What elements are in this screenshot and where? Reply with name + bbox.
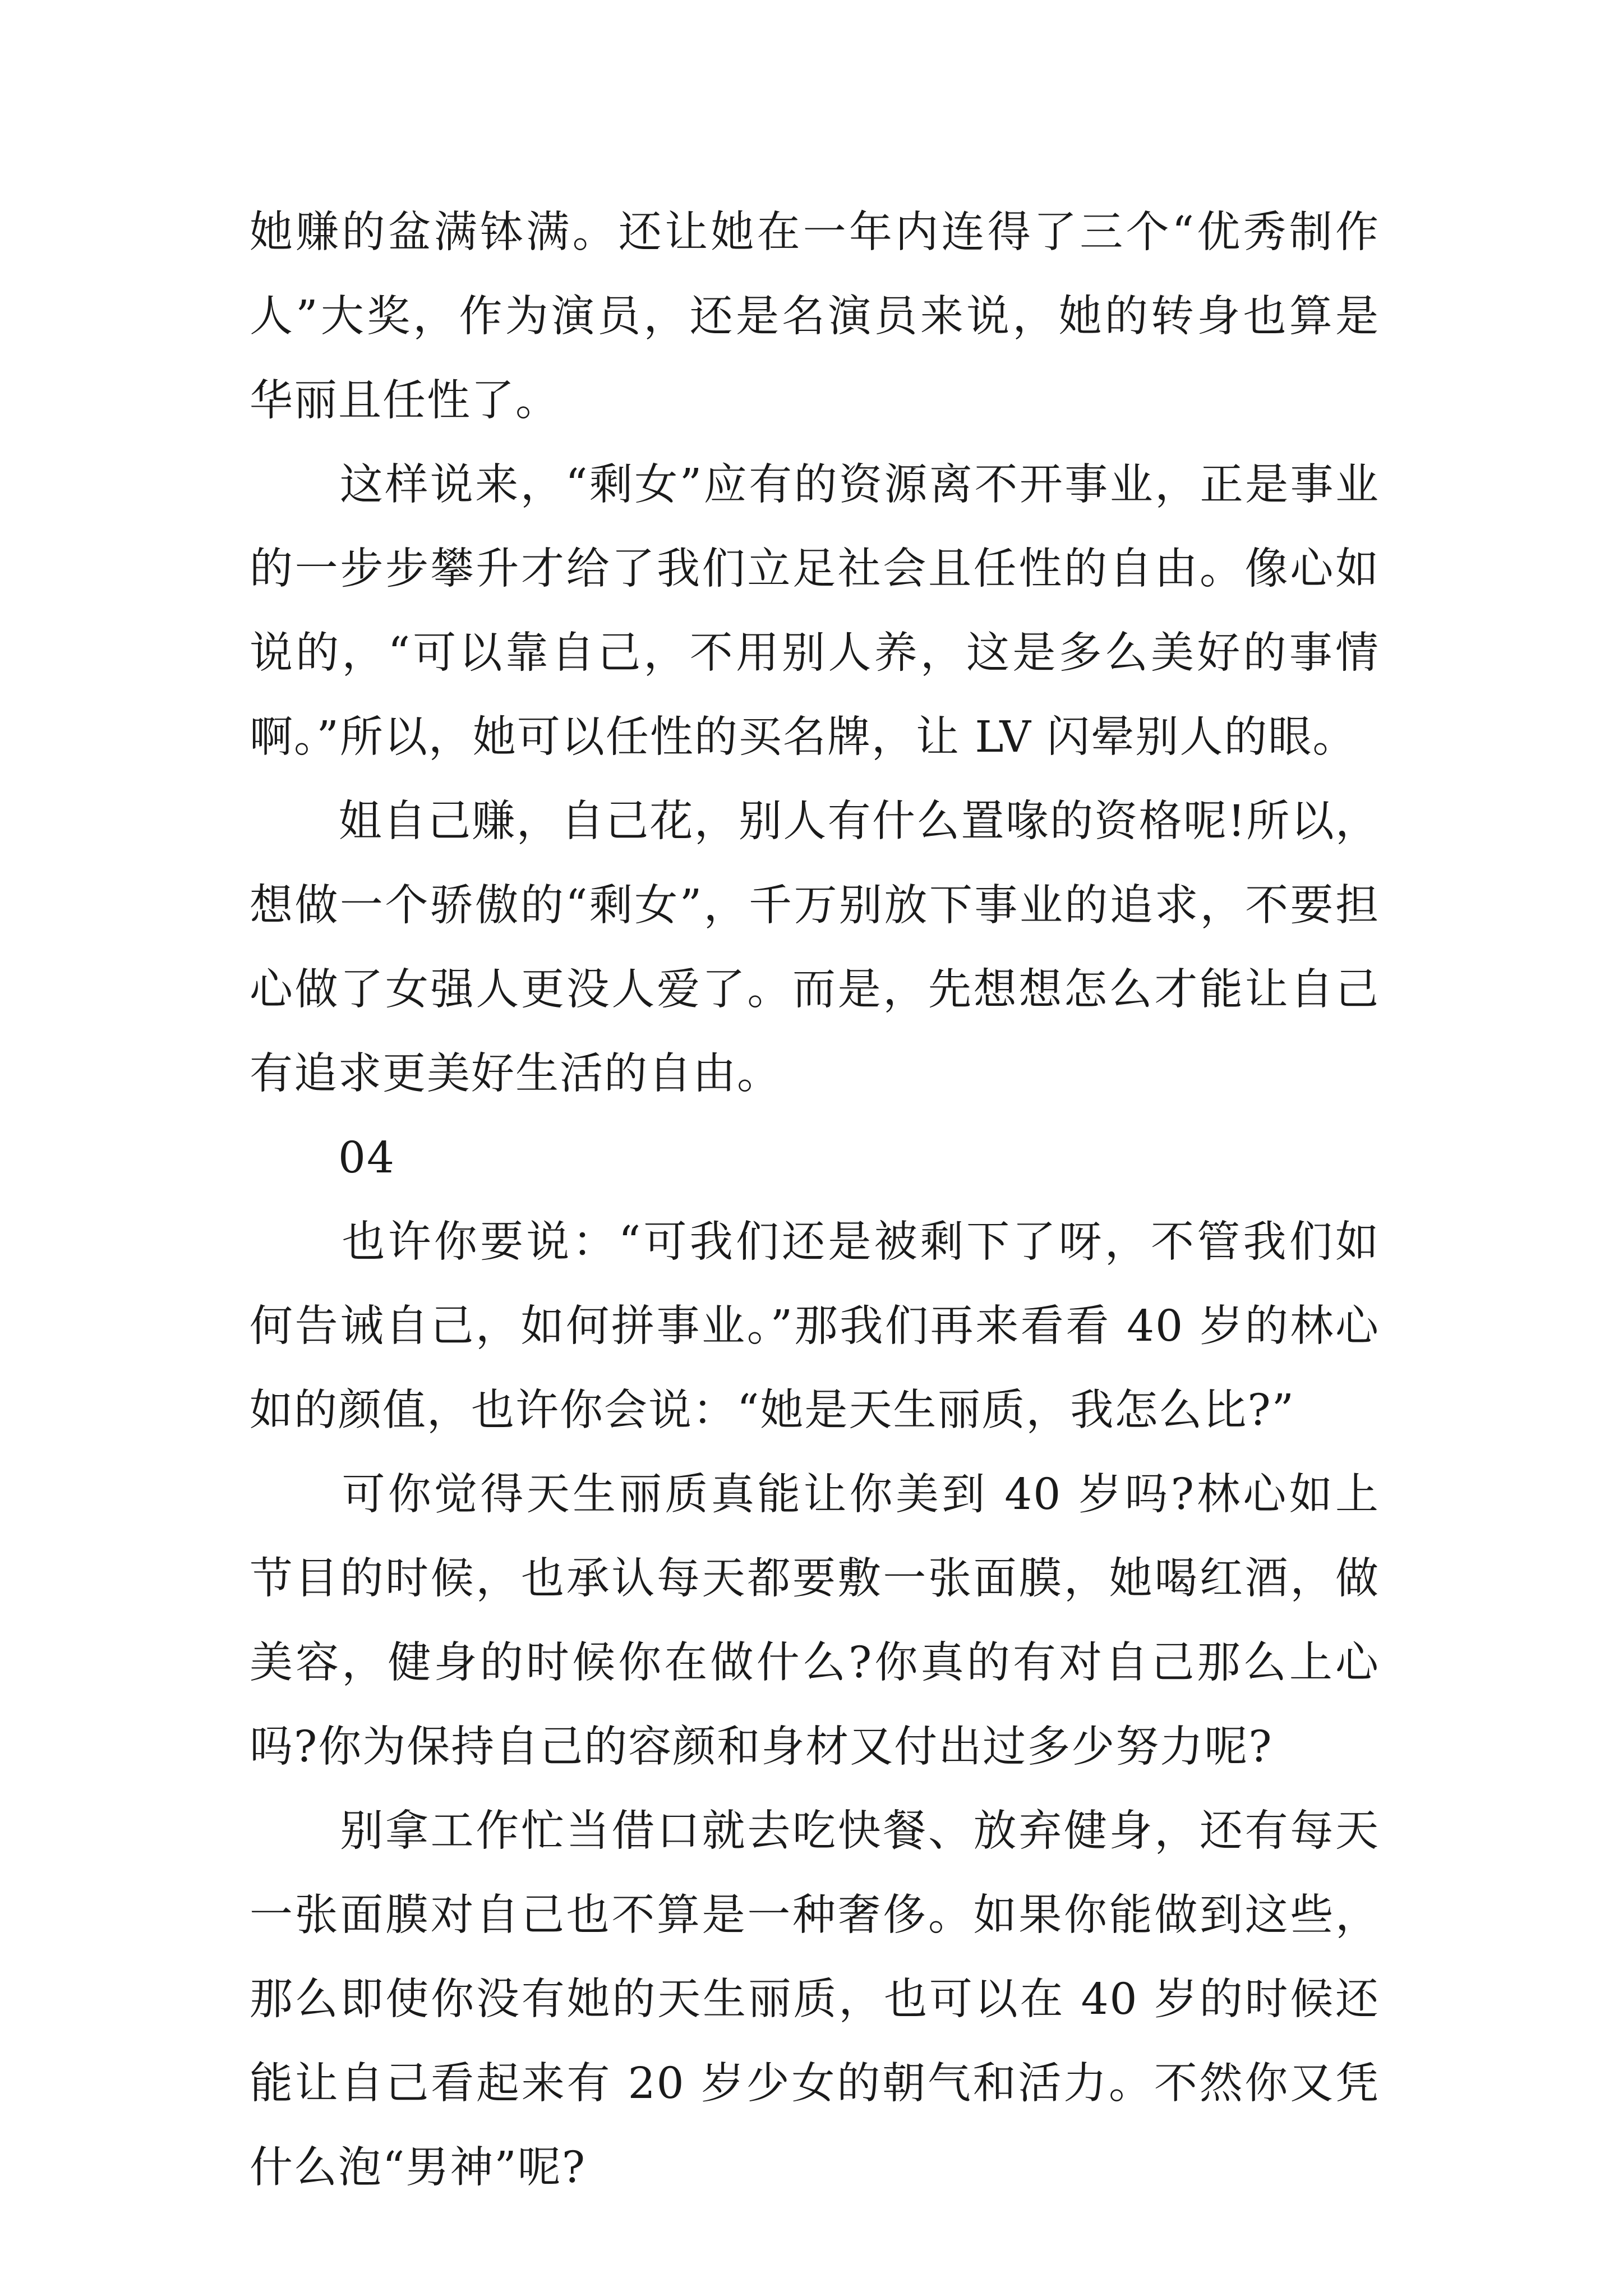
paragraph-4: 也许你要说：“可我们还是被剩下了呀，不管我们如何告诫自己，如何拼事业。”那我们再来看看 40 岁的林心如的颜值，也许你会说：“她是天生丽质，我怎么比?” — [250, 1217, 1380, 1435]
paragraph-3: 姐自己赚，自己花，别人有什么置喙的资格呢!所以，想做一个骄傲的“剩女”，千万别放下事业的追求，不要担心做了女强人更没人爱了。而是，先想想怎么才能让自己有追求更美好生活的自由。 — [250, 797, 1380, 1099]
paragraph-1: 她赚的盆满钵满。还让她在一年内连得了三个“优秀制作人”大奖，作为演员，还是名演员来说，她的转身也算是华丽且任性了。 — [250, 208, 1380, 426]
section-number: 04 — [250, 1133, 395, 1183]
paragraph-5: 可你觉得天生丽质真能让你美到 40 岁吗?林心如上节目的时候，也承认每天都要敷一张面膜，她喝红酒，做美容，健身的时候你在做什么?你真的有对自己那么上心吗?你为保持自己的容颜和身材又付出过多少努力呢? — [250, 1470, 1380, 1772]
article-body — [250, 191, 1380, 2210]
paragraph-6: 别拿工作忙当借口就去吃快餐、放弃健身，还有每天一张面膜对自己也不算是一种奢侈。如果你能做到这些，那么即使你没有她的天生丽质，也可以在 40 岁的时候还能让自己看起来有 20 岁少女的朝气和活力。不然你又凭什么泡“男神”呢? — [250, 1806, 1380, 2193]
paragraph-2: 这样说来，“剩女”应有的资源离不开事业，正是事业的一步步攀升才给了我们立足社会且任性的自由。像心如说的，“可以靠自己，不用别人养，这是多么美好的事情啊。”所以，她可以任性的买名牌，让 LV 闪晕别人的眼。 — [250, 460, 1380, 762]
